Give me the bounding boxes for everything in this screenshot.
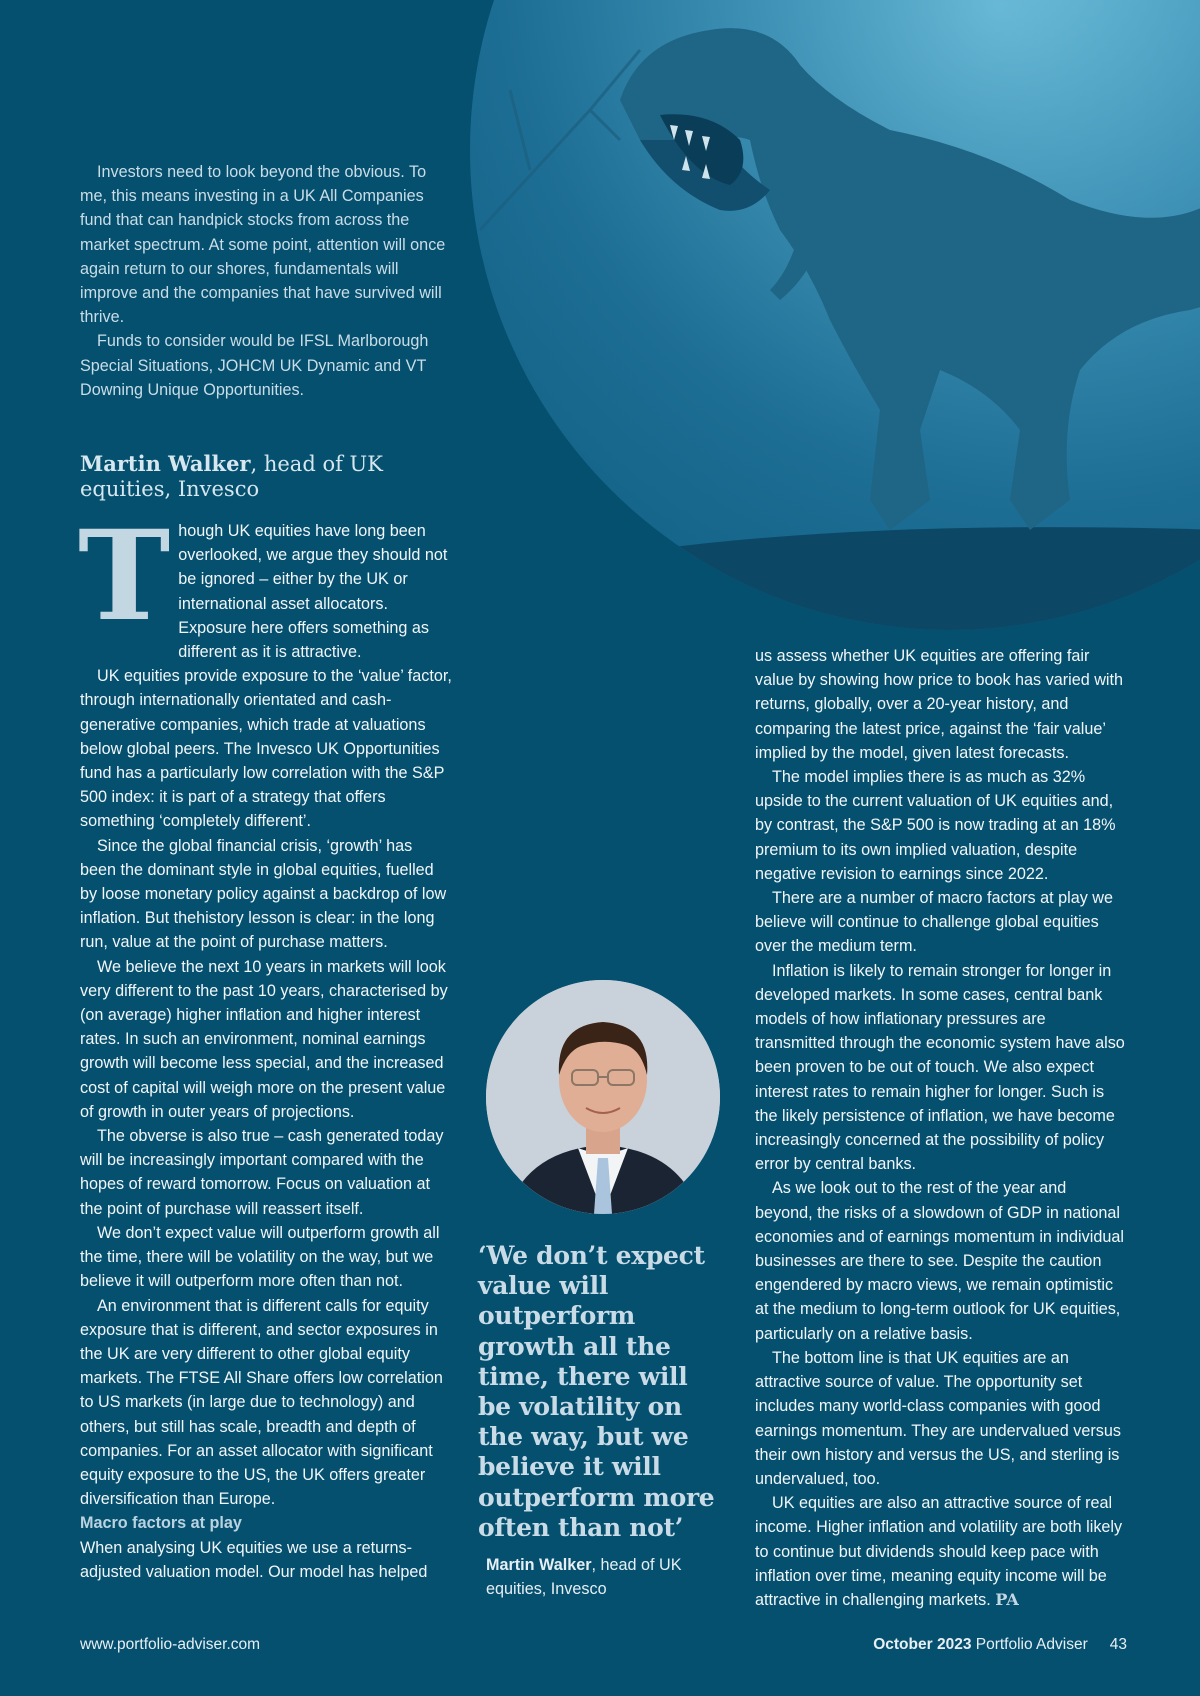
article-paragraph: us assess whether UK equities are offering fair value by showing how price to book has varied with returns, globally, over a 20-year history, and comparing the latest price, against the ‘fair value’ implied by the model, given latest forecasts. (755, 647, 1124, 762)
end-mark: PA (995, 1589, 1019, 1609)
article-paragraph: UK equities provide exposure to the ‘value’ factor, through internationally orientated and cash-generative companies, which trade at valuations below global peers. The Invesco UK Opportunities fund has a particularly low correlation with the S&P 500 index: it is part of a strategy that offers something ‘completely different’. (80, 667, 452, 831)
article-last-paragraph (755, 1491, 1127, 1612)
byline-heading (80, 451, 452, 502)
intro-paragraph: Funds to consider would be IFSL Marlborough Special Situations, JOHCM UK Dynamic and VT Downing Unique Opportunities. (80, 332, 429, 399)
article-paragraph: The model implies there is as much as 32% upside to the current valuation of UK equities and, by contrast, the S&P 500 is now trading at an 18% premium to its own implied valuation, despite negative revision to earnings since 2022. (755, 768, 1116, 883)
article-paragraph: There are a number of macro factors at play we believe will continue to challenge global equities over the medium term. (755, 889, 1113, 956)
page-number: 43 (1109, 1636, 1127, 1653)
drop-cap: T (78, 504, 171, 649)
pull-quote: ‘We don’t expect value will outperform growth all the time, there will be volatility on the way, but we believe it will outperform more often than not’ (478, 1241, 715, 1542)
article-paragraph: The bottom line is that UK equities are an attractive source of value. The opportunity set includes many world-class companies with good earnings momentum. They are undervalued versus their own history and versus the US, and sterling is undervalued, too. (755, 1348, 1121, 1488)
article-paragraph: We don’t expect value will outperform growth all the time, there will be volatility on the way, but we believe it will outperform more often than not. (80, 1223, 440, 1291)
article-paragraph: The obverse is also true – cash generated today will be increasingly important compared with the hopes of reward tomorrow. Focus on valuation at the point of purchase will reassert itself. (80, 1127, 444, 1218)
byline-title: , head of UK equities, Invesco (80, 452, 383, 501)
article-right-column (755, 644, 1127, 1612)
article-paragraph: When analysing UK equities we use a returns-adjusted valuation model. Our model has helped (80, 1538, 428, 1581)
article-paragraph: We believe the next 10 years in markets will look very different to the past 10 years, characterised by (on average) higher inflation and higher interest rates. In such an environment, nominal earnings growth will become less special, and the increased cost of capital will weigh more on the present value of growth in outer years of projections. (80, 957, 448, 1121)
article-left-column (78, 504, 452, 1584)
author-portrait (486, 980, 720, 1214)
footer-folio (873, 1636, 1127, 1654)
article-paragraph: Inflation is likely to remain stronger for longer in developed markets. In some cases, central bank models of how inflationary pressures are transmitted through the economic system have also been proven to be out of touch. We also expect interest rates to remain higher for longer. Such is the likely persistence of inflation, we have become increasingly concerned at the possibility of policy error by central banks. (755, 961, 1125, 1174)
dinosaur-image (470, 0, 1200, 630)
footer-issue: October 2023 (873, 1636, 972, 1653)
article-paragraph: Since the global financial crisis, ‘growth’ has been the dominant style in global equities, fuelled by loose monetary policy against a backdrop of low inflation. But thehistory lesson is clear: in the long run, value at the point of purchase matters. (80, 836, 447, 952)
section-subheading: Macro factors at play (80, 1514, 242, 1533)
pull-quote-credit (486, 1553, 726, 1601)
first-paragraph-text: hough UK equities have long been overlooked, we argue they should not be ignored – either by the UK or international asset allocators. Exposure here offers something as different as it is attractive. (178, 522, 448, 662)
first-paragraph (78, 504, 452, 664)
pull-quote-credit-name: Martin Walker (486, 1556, 592, 1574)
byline-name: Martin Walker (80, 451, 251, 476)
intro-paragraph: Investors need to look beyond the obvious. To me, this means investing in a UK All Companies fund that can handpick stocks from across the market spectrum. At some point, attention will once again return to our shores, fundamentals will improve and the companies that have survived will thrive. (80, 163, 446, 327)
footer-url[interactable]: www.portfolio-adviser.com (80, 1636, 261, 1653)
pull-quote-credit-title: , head of UK equities, Invesco (486, 1556, 682, 1599)
intro-text (80, 160, 452, 402)
article-paragraph: As we look out to the rest of the year and beyond, the risks of a slowdown of GDP in national economies and of earnings momentum in individual businesses are there to see. Despite the caution engendered by macro views, we remain optimistic at the medium to long-term outlook for UK equities, particularly on a relative basis. (755, 1179, 1124, 1343)
article-last-paragraph-text: UK equities are also an attractive source of real income. Higher inflation and volatility are both likely to continue but dividends should keep pace with inflation over time, meaning equity income will be attractive in challenging markets. (755, 1494, 1123, 1609)
footer-publication: Portfolio Adviser (975, 1636, 1088, 1653)
article-paragraph: An environment that is different calls for equity exposure that is different, and sector exposures in the UK are very different to other global equity markets. The FTSE All Share offers low correlation to US markets (in large due to technology) and others, but still has scale, breadth and depth of companies. For an asset allocator with significant equity exposure to the US, the UK offers greater diversification than Europe. (80, 1296, 443, 1509)
